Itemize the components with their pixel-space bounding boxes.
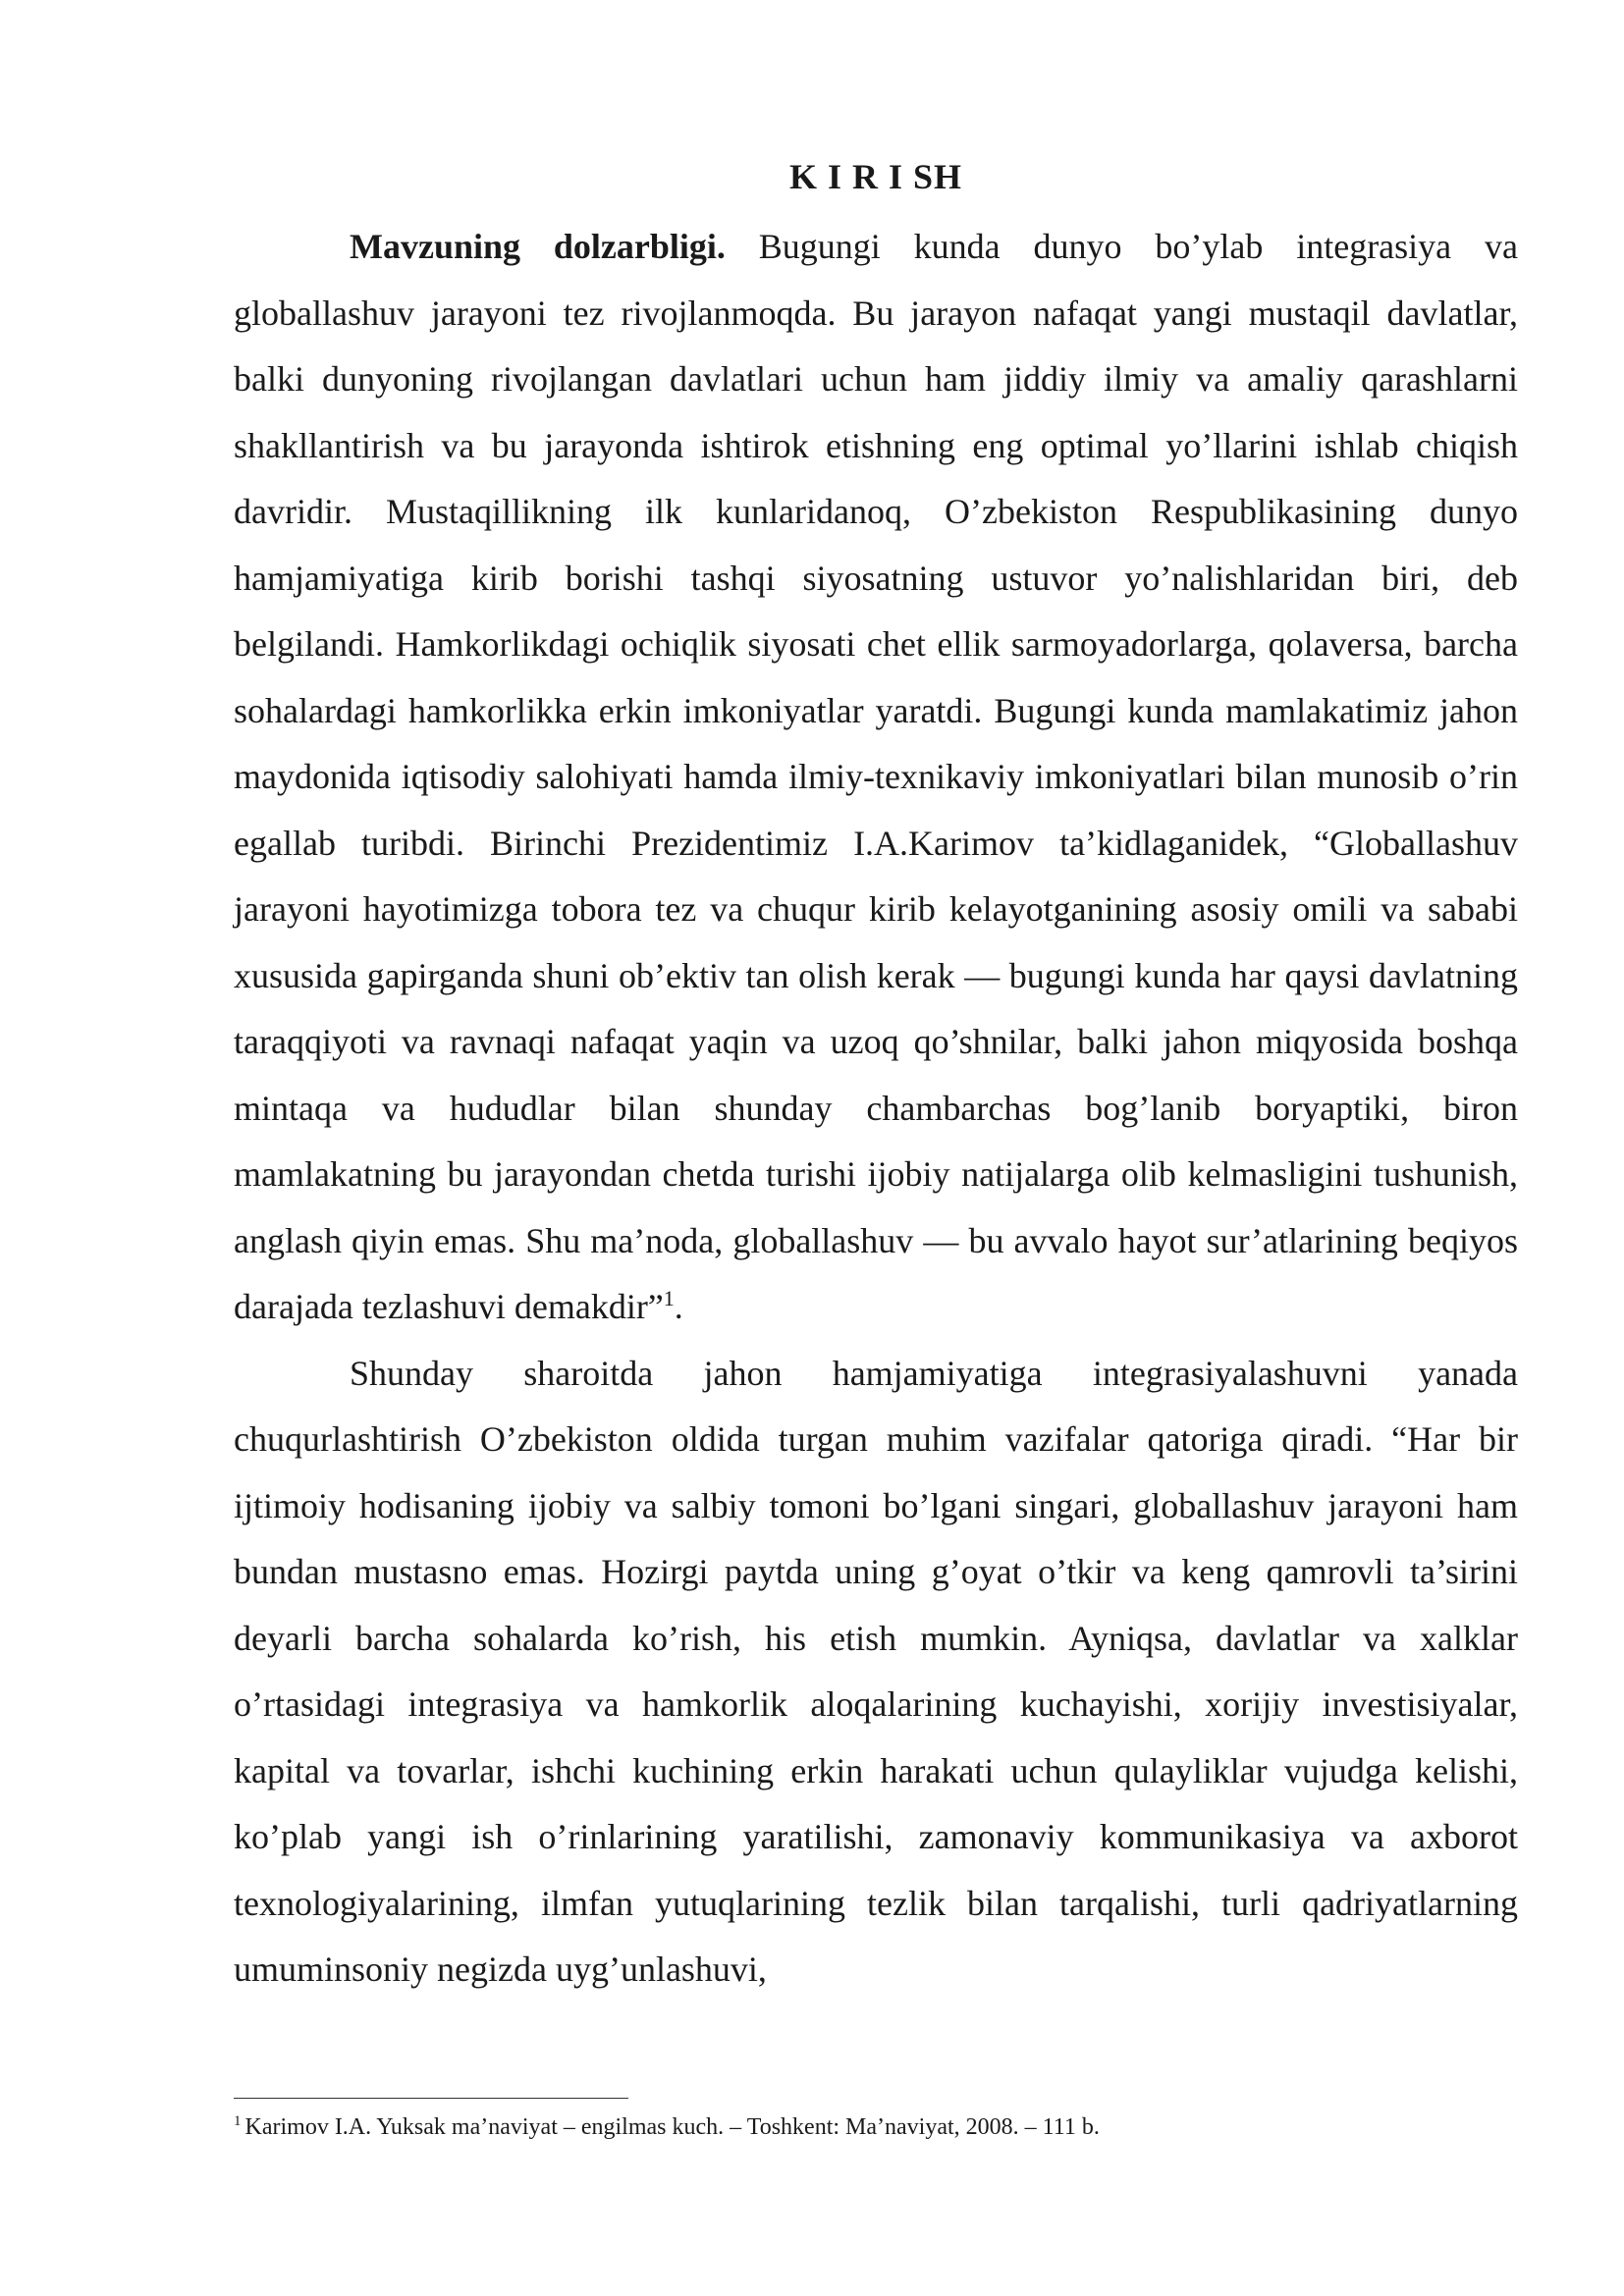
paragraph-lead-title: Mavzuning dolzarbligi.: [350, 227, 726, 266]
paragraph-1: [234, 214, 1518, 1341]
footnote-separator: [234, 2098, 628, 2099]
paragraph-1-text: Bugungi kunda dunyo bo’ylab integrasiya va globallashuv jarayoni tez rivojlanmoqda. Bu jarayon nafaqat yangi mustaqil davlatlar, balki dunyoning rivojlangan davlatlari uchun ham jiddiy ilmiy va amaliy qarashlarni shakllantirish va bu jarayonda ishtirok etishning eng optimal yo’llarini ishlab chiqish davridir. Mustaqillikning ilk kunlaridanoq, O’zbekiston Respublikasining dunyo hamjamiyatiga kirib borishi tashqi siyosatning ustuvor yo’nalishlaridan biri, deb belgilandi. Hamkorlikdagi ochiqlik siyosati chet ellik sarmoyadorlarga, qolaversa, barcha sohalardagi hamkorlikka erkin imkoniyatlar yaratdi. Bugungi kunda mamlakatimiz jahon maydonida iqtisodiy salohiyati hamda ilmiy-texnikaviy imkoniyatlari bilan munosib o’rin egallab turibdi. Birinchi Prezidentimiz I.A.Karimov ta’kidlaganidek, “Globallashuv jarayoni hayotimizga tobora tez va chuqur kirib kelayotganining asosiy omili va sababi xususida gapirganda shuni ob’ektiv tan olish kerak — bugungi kunda har qaysi davlatning taraqqiyoti va ravnaqi nafaqat yaqin va uzoq qo’shnilar, balki jahon miqyosida boshqa mintaqa va hududlar bilan shunday chambarchas bog’lanib boryaptiki, biron mamlakatning bu jarayondan chetda turishi ijobiy natijalarga olib kelmasligini tushunish, anglash qiyin emas. Shu ma’noda, globallashuv — bu avvalo hayot sur’atlarining beqiyos darajada tezlashuvi demakdir”: [234, 227, 1518, 1326]
paragraph-2: Shunday sharoitda jahon hamjamiyatiga integrasiyalashuvni yanada chuqurlashtirish O’zbekiston oldida turgan muhim vazifalar qatoriga qiradi. “Har bir ijtimoiy hodisaning ijobiy va salbiy tomoni bo’lgani singari, globallashuv jarayoni ham bundan mustasno emas. Hozirgi paytda uning g’oyat o’tkir va keng qamrovli ta’sirini deyarli barcha sohalarda ko’rish, his etish mumkin. Ayniqsa, davlatlar va xalklar o’rtasidagi integrasiya va hamkorlik aloqalarining kuchayishi, xorijiy investisiyalar, kapital va tovarlar, ishchi kuchining erkin harakati uchun qulayliklar vujudga kelishi, ko’plab yangi ish o’rinlarining yaratilishi, zamonaviy kommunikasiya va axborot texnologiyalarining, ilmfan yutuqlarining tezlik bilan tarqalishi, turli qadriyatlarning umuminsoniy negizda uyg’unlashuvi,: [234, 1353, 1518, 1989]
footnote-text: Karimov I.A. Yuksak ma’naviyat – engilmas kuch. – Toshkent: Ma’naviyat, 2008. – 111 b.: [244, 2114, 1100, 2140]
section-heading: K I R I SH: [788, 157, 963, 196]
footnote: [234, 2110, 1518, 2144]
footnote-reference[interactable]: 1: [663, 1286, 675, 1310]
footnote-number: 1: [234, 2113, 242, 2129]
paragraph-1-end: .: [674, 1287, 683, 1326]
body-text: [234, 214, 1518, 2003]
